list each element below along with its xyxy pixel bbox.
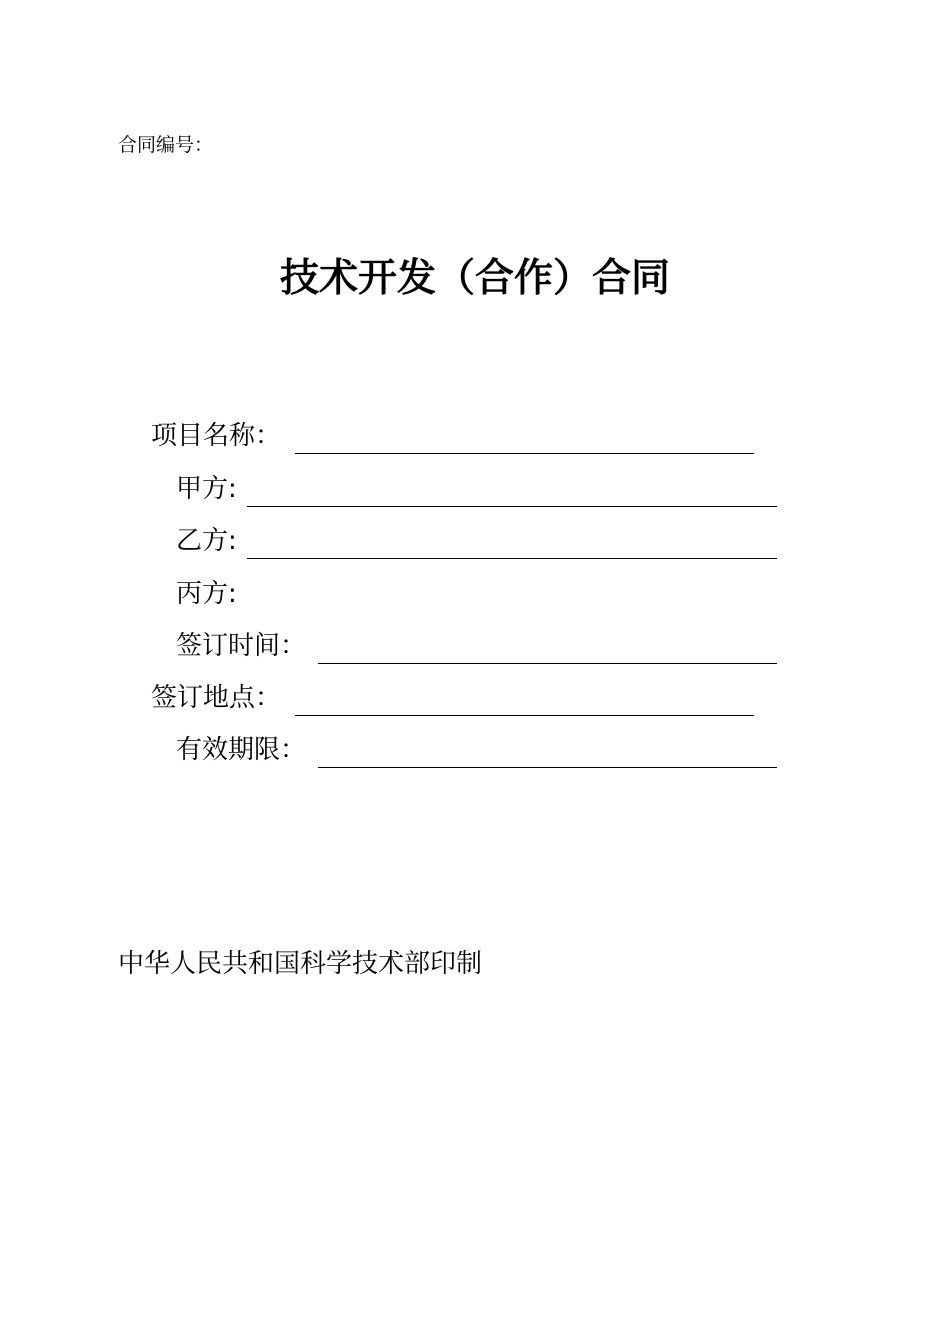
- footer-issuer: 中华人民共和国科学技术部印制: [118, 949, 483, 979]
- field-label-validity-period: 有效期限：: [176, 735, 307, 765]
- field-label-signing-place: 签订地点：: [151, 683, 282, 713]
- field-label-project-name: 项目名称：: [151, 421, 282, 451]
- field-signing-place: [151, 680, 761, 716]
- field-label-party-a: 甲方:: [176, 474, 237, 504]
- field-signing-time: [176, 628, 786, 664]
- field-party-a: [176, 471, 786, 507]
- blank-line-validity-period[interactable]: [318, 767, 777, 768]
- field-label-signing-time: 签订时间：: [176, 631, 307, 661]
- contract-number-label: 合同编号：: [118, 134, 214, 156]
- field-project-name: [151, 418, 761, 454]
- blank-line-party-a[interactable]: [247, 506, 777, 507]
- blank-line-project-name[interactable]: [295, 453, 754, 454]
- field-party-b: [176, 523, 786, 559]
- blank-line-party-b[interactable]: [247, 558, 777, 559]
- field-label-party-b: 乙方:: [176, 526, 237, 556]
- field-label-party-c: 丙方:: [176, 579, 237, 609]
- blank-line-signing-time[interactable]: [318, 663, 777, 664]
- document-title: 技术开发（合作）合同: [279, 256, 670, 301]
- field-party-c: [176, 576, 786, 612]
- blank-line-signing-place[interactable]: [295, 715, 754, 716]
- field-validity-period: [176, 732, 786, 768]
